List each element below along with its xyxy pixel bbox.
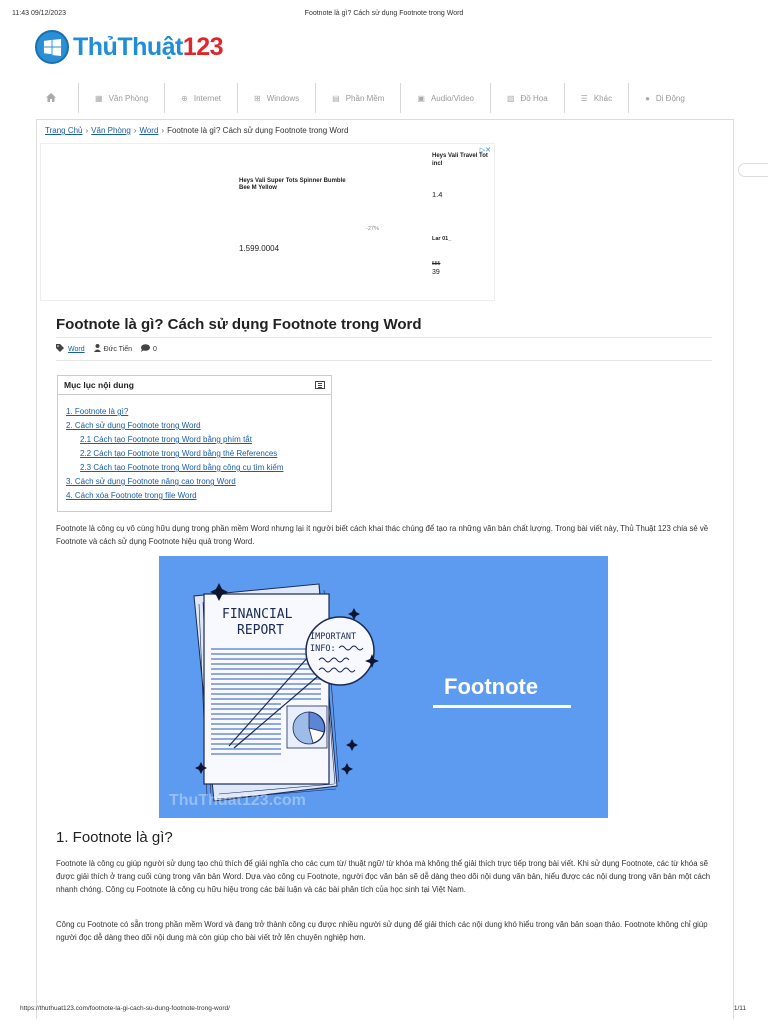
- ad-discount: -27%: [366, 226, 379, 232]
- nav-phan-mem[interactable]: ▤ Phần Mềm: [315, 83, 400, 113]
- breadcrumb-van-phong[interactable]: Văn Phòng: [91, 126, 131, 135]
- advertisement[interactable]: [40, 143, 495, 301]
- office-icon: ▦: [95, 93, 103, 103]
- toc-toggle-icon[interactable]: [315, 381, 325, 389]
- ad-price-2: 39: [432, 269, 440, 276]
- title-divider: [56, 337, 712, 338]
- print-time: 11:43 09/12/2023: [12, 10, 66, 17]
- print-title: Footnote là gì? Cách sử dụng Footnote trong Word: [304, 10, 464, 17]
- toc-item[interactable]: 2. Cách sử dụng Footnote trong Word: [66, 421, 201, 430]
- windows-logo-icon: [35, 30, 69, 64]
- article-meta: [56, 344, 166, 354]
- financial-report-illustration: [159, 556, 608, 818]
- footnote-underline: [433, 705, 571, 708]
- toc-item[interactable]: 2.2 Cách tạo Footnote trong Word bằng thẻ References: [80, 449, 278, 458]
- nav-di-dong[interactable]: ● Di Động: [628, 83, 701, 113]
- ad-product-2[interactable]: Heys Vali Travel Tot incl: [432, 153, 488, 167]
- ad-price-1: 1.599.0004: [239, 244, 280, 253]
- adchoices-icon[interactable]: ▷✕: [479, 147, 491, 154]
- software-icon: ▤: [332, 93, 340, 103]
- user-icon: [94, 344, 101, 354]
- toc-heading: Mục lục nội dung: [64, 380, 134, 390]
- ad-label-2: Lar 01_: [432, 236, 452, 242]
- ad-old-price-2: 555: [432, 261, 441, 267]
- toc-header: [58, 376, 331, 395]
- magnifier-line1: IMPORTANT: [310, 632, 357, 642]
- section1-paragraph-2: Công cụ Footnote có sẵn trong phần mềm Word và đang trở thành công cụ được nhiều người sử dụng để giải thích các nội dung khó hiểu trong văn bản soạn thảo. Footnote không chỉ giúp người đọc dễ dàng theo dõi nội dung mà còn giúp cho bài viết trở lên chuyên nghiệp hơn.: [56, 920, 708, 942]
- nav-van-phong[interactable]: ▦ Văn Phòng: [78, 83, 164, 113]
- tag-icon: [56, 344, 65, 354]
- nav-windows[interactable]: ⊞ Windows: [237, 83, 315, 113]
- ad-product-1[interactable]: Heys Vali Super Tots Spinner Bumble Bee M Yellow: [239, 178, 346, 191]
- print-url: https://thuthuat123.com/footnote-la-gi-cach-su-dung-footnote-trong-word/: [20, 1005, 230, 1012]
- footnote-label: Footnote: [444, 674, 539, 699]
- page-number: 1/11: [733, 1005, 746, 1012]
- side-scroll-tab[interactable]: [738, 163, 768, 177]
- nav-home[interactable]: [36, 83, 78, 113]
- nav-internet[interactable]: ⊕ Internet: [164, 83, 237, 113]
- author-name: Đức Tiến: [103, 345, 133, 353]
- category-link[interactable]: Word: [68, 345, 85, 353]
- nav-audio-video[interactable]: ▣ Audio/Video: [400, 83, 490, 113]
- toc-item[interactable]: 2.3 Cách tạo Footnote trong Word bằng công cụ tìm kiếm: [80, 463, 284, 472]
- toc-item[interactable]: 3. Cách sử dụng Footnote nâng cao trong Word: [66, 477, 236, 486]
- section1-paragraph-1: Footnote là công cụ giúp người sử dụng tạo chú thích để giải nghĩa cho các cụm từ/ thuật ngữ/ từ khóa mà không thể giải thích trực tiếp trong bài viết. Khi sử dụng Footnote, các từ khóa sẽ được giải thích ở trang cuối cùng trong văn bản Word. Dựa vào công cụ Footnote, người đọc văn bản sẽ dễ dàng theo dõi nội dung văn bản, hiểu được các nội dung trong văn bản một cách nhanh chóng. Công cụ Footnote là công cụ hữu hiệu trong các bài luận và các bài phân tích của học sinh tại Việt Nam.: [56, 859, 711, 894]
- nav-khac[interactable]: ☰ Khác: [564, 83, 628, 113]
- toc-item[interactable]: 4. Cách xóa Footnote trong file Word: [66, 491, 197, 500]
- table-of-contents: [57, 375, 332, 512]
- toc-item[interactable]: 2.1 Cách tạo Footnote trong Word bằng phím tắt: [80, 435, 252, 444]
- ad-value-2: 1.4: [432, 190, 443, 199]
- comment-count: 0: [153, 345, 157, 353]
- breadcrumb-word[interactable]: Word: [139, 126, 159, 135]
- site-logo[interactable]: [35, 29, 223, 65]
- breadcrumb: Trang Chủ › Văn Phòng › Word › Footnote là gì? Cách sử dụng Footnote trong Word: [45, 126, 349, 135]
- article-title: Footnote là gì? Cách sử dụng Footnote trong Word: [56, 316, 422, 333]
- main-nav: [36, 83, 732, 113]
- doc-title-line1: FINANCIAL: [222, 607, 293, 622]
- toc-item[interactable]: 1. Footnote là gì?: [66, 407, 129, 416]
- magnifier-line2: INFO:: [310, 644, 336, 654]
- windows-icon: ⊞: [254, 93, 261, 103]
- film-icon: ▣: [417, 93, 425, 103]
- home-icon: [46, 93, 56, 104]
- apple-icon: ●: [645, 93, 650, 103]
- nav-do-hoa[interactable]: ▧ Đồ Họa: [490, 83, 564, 113]
- toc-list: [58, 395, 331, 503]
- list-icon: ☰: [580, 93, 588, 103]
- breadcrumb-home[interactable]: Trang Chủ: [45, 126, 83, 135]
- image-icon: ▧: [506, 93, 515, 103]
- comment-icon: [141, 344, 150, 354]
- intro-paragraph: Footnote là công cụ vô cùng hữu dụng trong phần mềm Word nhưng lại ít người biết cách khai thác chúng để tạo ra những văn bản chất lượng. Trong bài viết này, Thủ Thuật 123 chia sẻ về Footnote và cách sử dụng Footnote hiệu quả trong Word.: [56, 524, 709, 546]
- print-footer: [20, 1005, 746, 1012]
- breadcrumb-current: Footnote là gì? Cách sử dụng Footnote trong Word: [167, 126, 349, 135]
- section-heading-1: 1. Footnote là gì?: [56, 829, 173, 846]
- doc-title-line2: REPORT: [237, 623, 284, 638]
- watermark: ThuThuat123.com: [169, 792, 306, 809]
- globe-icon: ⊕: [181, 93, 188, 103]
- logo-text: ThủThuật123: [73, 32, 224, 61]
- hero-image: [159, 556, 608, 818]
- meta-divider: [56, 360, 712, 361]
